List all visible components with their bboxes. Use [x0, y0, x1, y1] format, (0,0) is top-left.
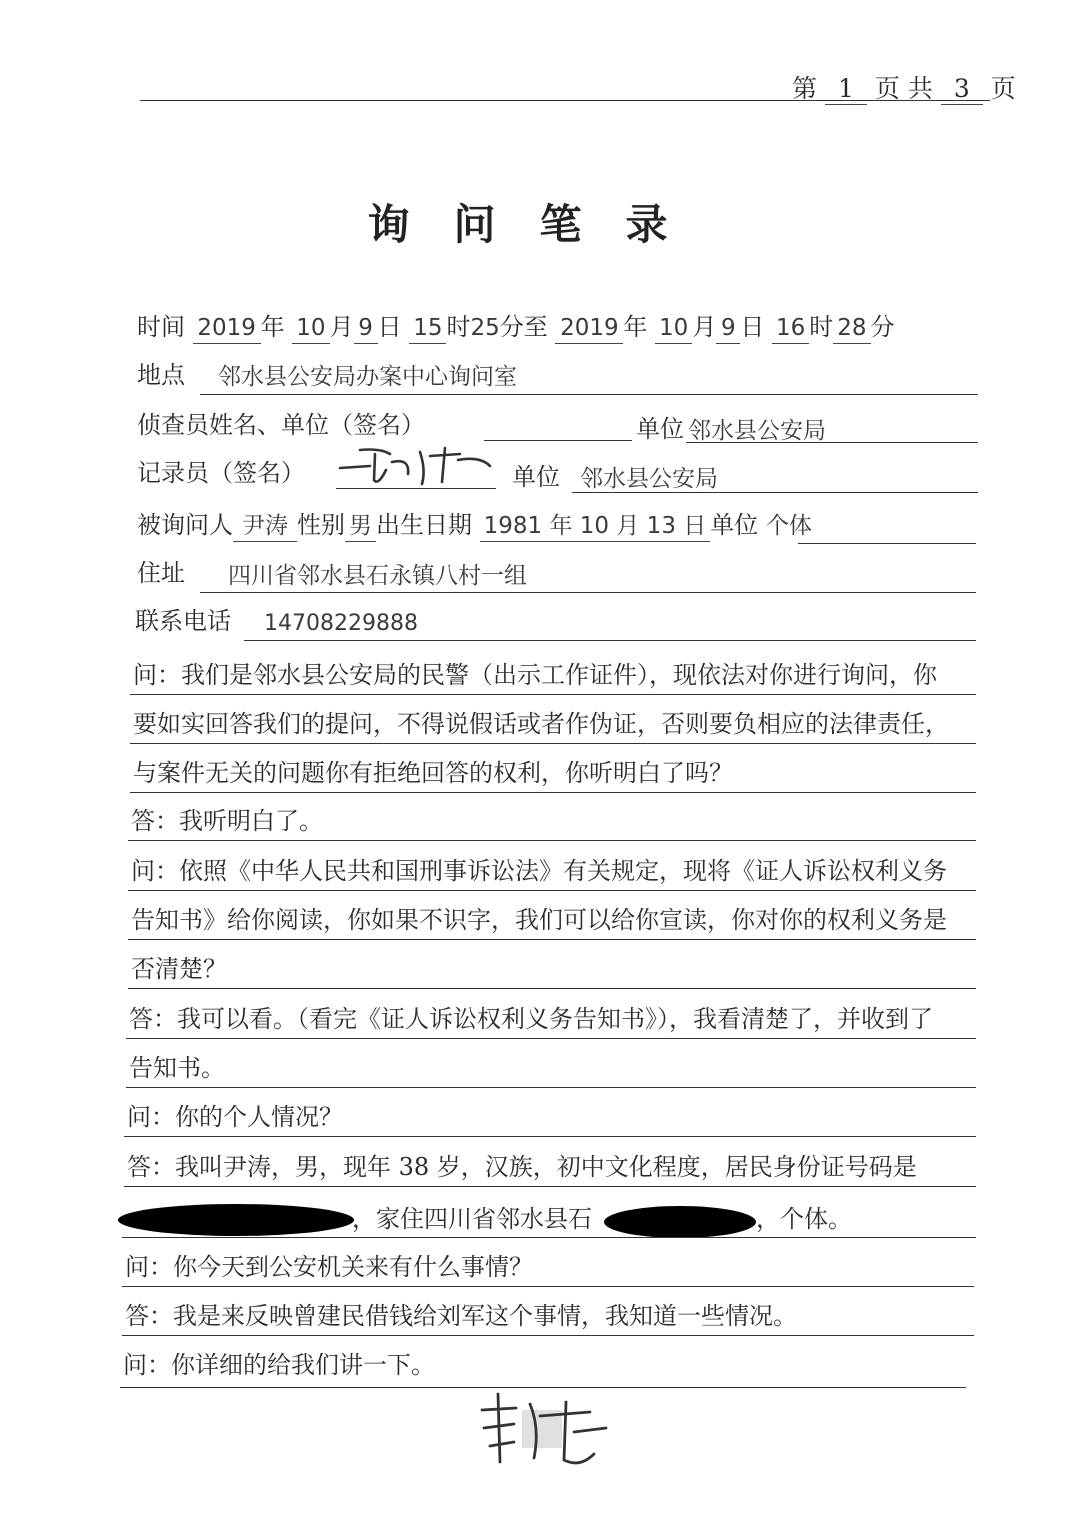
subject-name: 尹涛: [233, 511, 297, 542]
transcript-line: 问：我们是邻水县公安局的民警（出示工作证件），现依法对你进行询问，你: [133, 661, 937, 689]
start-hour: 15: [409, 313, 446, 344]
start-day: 9: [354, 313, 378, 344]
end-minute: 28: [833, 313, 870, 344]
transcript-line: 问：你今天到公安机关来有什么事情？: [125, 1253, 533, 1281]
investigator-label: 侦查员姓名、单位（签名）: [137, 411, 425, 439]
page-suffix: 页: [990, 74, 1016, 103]
line-rule: [124, 1186, 976, 1187]
transcript-line: 答：我是来反映曾建民借钱给刘军这个事情，我知道一些情况。: [125, 1302, 797, 1330]
end-year-unit: 年: [623, 313, 648, 341]
start-month: 10: [292, 313, 329, 344]
line-rule: [122, 1286, 974, 1287]
start-year-unit: 年: [260, 313, 285, 341]
line-rule: [126, 1038, 976, 1039]
line-rule: [126, 1087, 976, 1088]
redacted-line-part2: ，个体。: [756, 1205, 852, 1233]
phone-label: 联系电话: [135, 607, 231, 635]
transcript-line: 要如实回答我们的提问，不得说假话或者作伪证，否则要负相应的法律责任，: [133, 710, 949, 738]
line-rule: [124, 1136, 976, 1137]
transcript-line: 问：你的个人情况？: [127, 1103, 343, 1131]
redaction-id-number: [118, 1204, 354, 1236]
line-rule: [128, 840, 976, 841]
transcript-line: 否清楚？: [131, 955, 227, 983]
end-minute-unit: 分: [870, 313, 895, 341]
time-label: 时间: [137, 313, 185, 341]
transcript-line: 问：依照《中华人民共和国刑事诉讼法》有关规定，现将《证人诉讼权利义务: [131, 857, 947, 885]
recorder-unit-value: 邻水县公安局: [580, 466, 718, 492]
recorder-unit-rule: [572, 492, 978, 493]
line-rule: [122, 1237, 976, 1238]
start-month-unit: 月: [329, 313, 354, 341]
address-rule: [200, 592, 976, 593]
place-label: 地点: [137, 361, 185, 389]
recorder-signature: [330, 440, 500, 490]
page-mid: 页 共: [874, 74, 933, 103]
transcript-line: 答：我听明白了。: [131, 807, 323, 835]
subject-unit-value: 个体: [765, 513, 812, 539]
end-day: 9: [716, 313, 740, 344]
recorder-unit-label: 单位: [512, 463, 560, 491]
phone-value: 14708229888: [264, 611, 418, 636]
start-minute-unit: 分至: [499, 313, 548, 341]
line-rule: [128, 939, 976, 940]
page-total: 3: [941, 74, 983, 105]
investigator-unit-rule: [686, 442, 978, 443]
place-rule: [200, 394, 978, 395]
end-hour-unit: 时: [809, 313, 834, 341]
line-rule: [128, 890, 976, 891]
investigator-unit-value: 邻水县公安局: [688, 418, 826, 444]
birth-value: 1981 年 10 月 13 日: [480, 511, 711, 542]
end-hour: 16: [772, 313, 809, 344]
recorder-label: 记录员（签名）: [137, 459, 305, 487]
subject-name-label: 被询问人: [137, 511, 233, 539]
line-rule: [130, 792, 976, 793]
gender-value: 男: [345, 511, 376, 542]
line-rule: [122, 1335, 974, 1336]
investigator-unit-label: 单位: [636, 415, 684, 443]
transcript-line: 答：我叫尹涛，男，现年 38 岁，汉族，初中文化程度，居民身份证号码是: [127, 1153, 917, 1181]
transcript-line: 与案件无关的问题你有拒绝回答的权利，你听明白了吗？: [133, 759, 733, 787]
redacted-line-part1: ，家住四川省邻水县石: [352, 1205, 592, 1233]
address-value: 四川省邻水县石永镇八村一组: [228, 563, 527, 589]
subject-row: [137, 510, 812, 542]
transcript-line: 告知书。: [129, 1054, 225, 1082]
transcript-line: 告知书》给你阅读，你如果不识字，我们可以给你宣读，你对你的权利义务是: [131, 906, 947, 934]
line-rule: [128, 988, 976, 989]
end-day-unit: 日: [740, 313, 765, 341]
redaction-address: [604, 1206, 756, 1238]
address-label: 住址: [137, 559, 185, 587]
time-row: [137, 312, 895, 344]
investigator-sign-rule: [484, 440, 632, 441]
page-number: 1: [825, 74, 867, 105]
start-minute: 25: [470, 315, 500, 341]
page-prefix: 第: [792, 74, 818, 103]
gender-label: 性别: [297, 511, 345, 539]
subject-signature: [470, 1388, 620, 1478]
subject-unit-rule: [798, 543, 976, 544]
line-rule: [130, 743, 976, 744]
document-title: 询问笔录: [367, 200, 712, 249]
line-rule: [130, 694, 976, 695]
start-year: 2019: [193, 313, 261, 344]
transcript-line: 答：我可以看。（看完《证人诉讼权利义务告知书》），我看清楚了，并收到了: [129, 1005, 933, 1033]
recorder-sign-rule: [336, 488, 496, 489]
subject-unit-label: 单位: [710, 511, 759, 539]
end-year: 2019: [555, 313, 623, 344]
end-month: 10: [655, 313, 692, 344]
start-day-unit: 日: [377, 313, 402, 341]
birth-label: 出生日期: [376, 511, 472, 539]
page-indicator: [792, 74, 1016, 105]
transcript-line: 问：你详细的给我们讲一下。: [123, 1351, 435, 1379]
phone-rule: [244, 640, 976, 641]
start-hour-unit: 时: [446, 313, 471, 341]
place-value: 邻水县公安局办案中心询问室: [218, 364, 517, 390]
end-month-unit: 月: [692, 313, 717, 341]
